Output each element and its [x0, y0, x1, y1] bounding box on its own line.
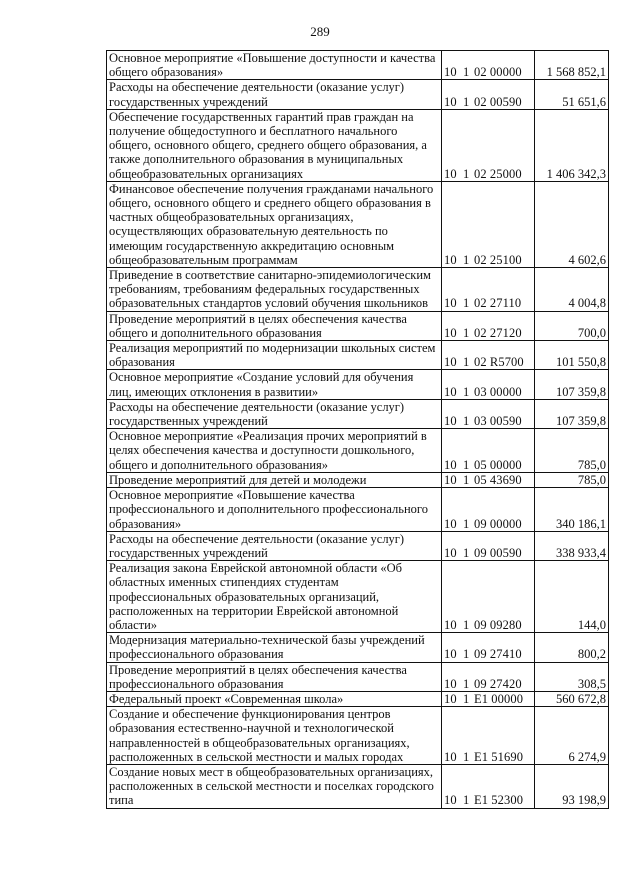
code-part-c2: 1 [463, 647, 470, 662]
code-part-c2: 1 [463, 516, 470, 531]
code-part-c2: 1 [463, 166, 470, 181]
code-part-c3: 05 00000 [474, 457, 522, 472]
table-row [107, 707, 609, 765]
row-amount: 107 359,8 [535, 399, 609, 428]
row-amount: 700,0 [535, 311, 609, 340]
row-description: Основное мероприятие «Реализация прочих мероприятий в целях обеспечения качества и доступности дошкольного, общего и дополнительного образования» [107, 429, 442, 473]
row-amount: 101 550,8 [535, 341, 609, 370]
row-code [442, 662, 535, 691]
code-part-c3: 02 25100 [474, 252, 522, 267]
table-row [107, 109, 609, 181]
row-description: Федеральный проект «Современная школа» [107, 691, 442, 706]
row-code [442, 109, 535, 181]
table-row [107, 399, 609, 428]
code-part-c2: 1 [463, 749, 470, 764]
code-part-c3: E1 51690 [474, 749, 524, 764]
row-description: Создание и обеспечение функционирования центров образования естественно-научной и технологической направленностей в общеобразовательных организациях, расположенных в сельской местности и малых городах [107, 707, 442, 765]
table-row [107, 633, 609, 662]
code-part-c3: 05 43690 [474, 472, 522, 487]
row-code [442, 181, 535, 267]
code-part-c1: 10 [444, 65, 457, 80]
row-amount: 800,2 [535, 633, 609, 662]
code-part-c1: 10 [444, 676, 457, 691]
code-part-c1: 10 [444, 355, 457, 370]
table-row [107, 531, 609, 560]
row-description: Основное мероприятие «Повышение качества профессионального и дополнительного профессионального образования» [107, 488, 442, 532]
row-description: Проведение мероприятий в целях обеспечения качества профессионального образования [107, 662, 442, 691]
row-description: Расходы на обеспечение деятельности (оказание услуг) государственных учреждений [107, 80, 442, 109]
row-code [442, 488, 535, 532]
code-part-c1: 10 [444, 749, 457, 764]
code-part-c2: 1 [463, 414, 470, 429]
code-part-c1: 10 [444, 691, 457, 706]
row-description: Основное мероприятие «Создание условий для обучения лиц, имеющих отклонения в развитии» [107, 370, 442, 399]
row-code [442, 633, 535, 662]
row-code [442, 311, 535, 340]
code-part-c3: E1 52300 [474, 793, 524, 808]
row-amount: 4 602,6 [535, 181, 609, 267]
table-row [107, 764, 609, 808]
code-part-c3: 02 27110 [474, 296, 522, 311]
code-part-c3: 09 27410 [474, 647, 522, 662]
row-amount: 338 933,4 [535, 531, 609, 560]
code-part-c2: 1 [463, 325, 470, 340]
table-row [107, 80, 609, 109]
code-part-c3: 03 00000 [474, 384, 522, 399]
table-row [107, 181, 609, 267]
row-amount: 785,0 [535, 472, 609, 487]
row-amount: 107 359,8 [535, 370, 609, 399]
row-code [442, 429, 535, 473]
code-part-c1: 10 [444, 457, 457, 472]
code-part-c1: 10 [444, 325, 457, 340]
code-part-c1: 10 [444, 384, 457, 399]
code-part-c1: 10 [444, 516, 457, 531]
code-part-c1: 10 [444, 793, 457, 808]
code-part-c1: 10 [444, 94, 457, 109]
row-description: Основное мероприятие «Повышение доступности и качества общего образования» [107, 51, 442, 80]
row-code [442, 341, 535, 370]
row-description: Реализация закона Еврейской автономной области «Об областных именных стипендиях студентам профессиональных образовательных организаций, расположенных на территории Еврейской автономной области» [107, 561, 442, 633]
code-part-c1: 10 [444, 647, 457, 662]
row-code [442, 399, 535, 428]
code-part-c3: 02 00590 [474, 94, 522, 109]
row-code [442, 370, 535, 399]
table-row [107, 341, 609, 370]
code-part-c2: 1 [463, 676, 470, 691]
code-part-c3: 09 00590 [474, 545, 522, 560]
row-description: Реализация мероприятий по модернизации школьных систем образования [107, 341, 442, 370]
code-part-c2: 1 [463, 355, 470, 370]
row-amount: 308,5 [535, 662, 609, 691]
code-part-c2: 1 [463, 472, 470, 487]
table-row [107, 561, 609, 633]
code-part-c1: 10 [444, 166, 457, 181]
table-row [107, 311, 609, 340]
code-part-c2: 1 [463, 457, 470, 472]
code-part-c3: 09 27420 [474, 676, 522, 691]
code-part-c3: 02 00000 [474, 65, 522, 80]
code-part-c1: 10 [444, 252, 457, 267]
code-part-c1: 10 [444, 545, 457, 560]
row-code [442, 268, 535, 312]
code-part-c2: 1 [463, 617, 470, 632]
table-row [107, 472, 609, 487]
code-part-c1: 10 [444, 414, 457, 429]
table-row [107, 429, 609, 473]
code-part-c3: E1 00000 [474, 691, 524, 706]
code-part-c2: 1 [463, 65, 470, 80]
code-part-c2: 1 [463, 384, 470, 399]
row-amount: 340 186,1 [535, 488, 609, 532]
row-amount: 1 568 852,1 [535, 51, 609, 80]
row-code [442, 691, 535, 706]
page-number: 289 [310, 24, 330, 39]
code-part-c3: 02 R5700 [474, 355, 524, 370]
code-part-c1: 10 [444, 472, 457, 487]
code-part-c2: 1 [463, 691, 470, 706]
code-part-c3: 03 00590 [474, 414, 522, 429]
row-description: Создание новых мест в общеобразовательных организациях, расположенных в сельской местности и поселках городского типа [107, 764, 442, 808]
row-amount: 93 198,9 [535, 764, 609, 808]
table-row [107, 370, 609, 399]
row-description: Расходы на обеспечение деятельности (оказание услуг) государственных учреждений [107, 531, 442, 560]
code-part-c2: 1 [463, 252, 470, 267]
code-part-c1: 10 [444, 617, 457, 632]
row-description: Обеспечение государственных гарантий прав граждан на получение общедоступного и бесплатного начального общего, основного общего, среднего общего образования, а также дополнительного образования в муниципальных общеобразовательных организациях [107, 109, 442, 181]
row-amount: 6 274,9 [535, 707, 609, 765]
table-row [107, 488, 609, 532]
row-description: Проведение мероприятий в целях обеспечения качества общего и дополнительного образования [107, 311, 442, 340]
code-part-c3: 02 27120 [474, 325, 522, 340]
table-row [107, 51, 609, 80]
row-amount: 560 672,8 [535, 691, 609, 706]
code-part-c3: 09 09280 [474, 617, 522, 632]
row-description: Финансовое обеспечение получения гражданами начального общего, основного общего и среднего общего образования в частных общеобразовательных организациях, осуществляющих образовательную деятельность по имеющим государственную аккредитацию основным общеобразовательным программам [107, 181, 442, 267]
code-part-c2: 1 [463, 94, 470, 109]
budget-table [106, 50, 609, 809]
code-part-c1: 10 [444, 296, 457, 311]
row-description: Проведение мероприятий для детей и молодежи [107, 472, 442, 487]
code-part-c3: 02 25000 [474, 166, 522, 181]
row-amount: 4 004,8 [535, 268, 609, 312]
table-row [107, 662, 609, 691]
row-code [442, 472, 535, 487]
code-part-c2: 1 [463, 545, 470, 560]
code-part-c2: 1 [463, 296, 470, 311]
row-amount: 51 651,6 [535, 80, 609, 109]
row-amount: 144,0 [535, 561, 609, 633]
row-code [442, 764, 535, 808]
row-description: Модернизация материально-технической базы учреждений профессионального образования [107, 633, 442, 662]
row-amount: 785,0 [535, 429, 609, 473]
row-code [442, 51, 535, 80]
row-code [442, 531, 535, 560]
row-code [442, 80, 535, 109]
row-description: Расходы на обеспечение деятельности (оказание услуг) государственных учреждений [107, 399, 442, 428]
code-part-c3: 09 00000 [474, 516, 522, 531]
row-amount: 1 406 342,3 [535, 109, 609, 181]
row-description: Приведение в соответствие санитарно-эпидемиологическим требованиям, требованиям федеральных государственных образовательных стандартов условий обучения школьников [107, 268, 442, 312]
row-code [442, 707, 535, 765]
table-row [107, 268, 609, 312]
table-row [107, 691, 609, 706]
code-part-c2: 1 [463, 793, 470, 808]
row-code [442, 561, 535, 633]
